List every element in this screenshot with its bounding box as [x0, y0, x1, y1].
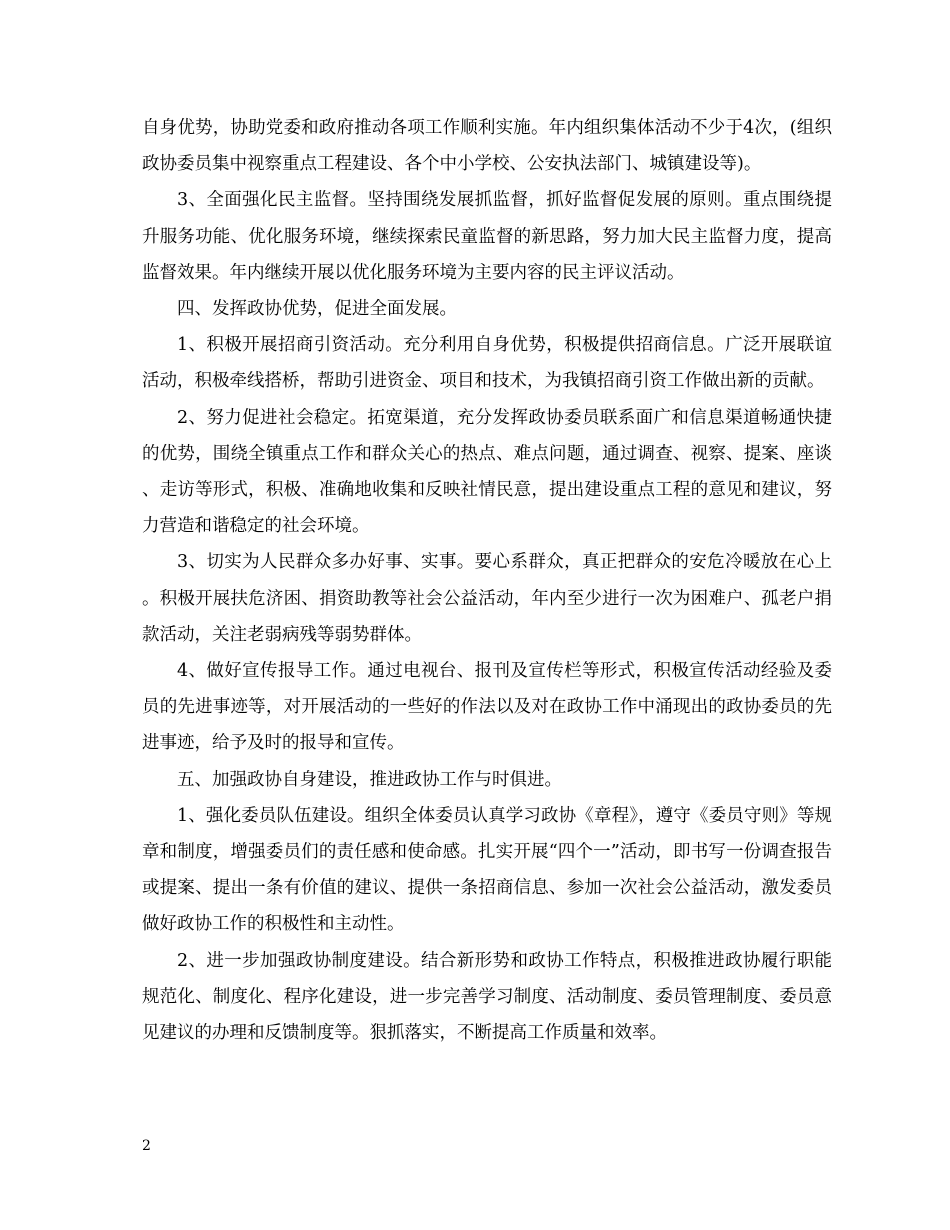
document-body — [142, 110, 832, 1051]
page-number: 2 — [142, 1138, 151, 1154]
paragraph-10: 2、进一步加强政协制度建设。结合新形势和政协工作特点，积极推进政协履行职能规范化、制度化、程序化建设，进一步完善学习制度、活动制度、委员管理制度、委员意见建议的办理和反馈制度等。狠抓落实，不断提高工作质量和效率。 — [142, 950, 832, 1044]
paragraph-2: 3、全面强化民主监督。坚持围绕发展抓监督，抓好监督促发展的原则。重点围绕提升服务功能、优化服务环境，继续探索民童监督的新思路，努力加大民主监督力度，提高监督效果。年内继续开展以优化服务环境为主要内容的民主评议活动。 — [142, 190, 832, 283]
paragraph-6: 3、切实为人民群众多办好事、实事。要心系群众，真正把群众的安危冷暖放在心上。积极开展扶危济困、捐资助教等社会公益活动，年内至少进行一次为困难户、孤老户捐款活动，关注老弱病残等弱势群体。 — [142, 552, 832, 645]
section-heading-4: 四、发挥政协优势，促进全面发展。 — [177, 299, 457, 320]
paragraph-9: 1、强化委员队伍建设。组织全体委员认真学习政协《章程》，遵守《委员守则》等规章和制度，增强委员们的责任感和使命感。扎实开展“四个一”活动，即书写一份调查报告或提案、提出一条有价值的建议、提供一条招商信息、参加一次社会公益活动，激发委员做好政协工作的积极性和主动性。 — [142, 805, 832, 935]
paragraph-7: 4、做好宣传报导工作。通过电视台、报刊及宣传栏等形式，积极宣传活动经验及委员的先进事迹等，对开展活动的一些好的作法以及对在政协工作中涌现出的政协委员的先进事迹，给予及时的报导和宣传。 — [142, 661, 832, 754]
paragraph-4: 1、积极开展招商引资活动。充分利用自身优势，积极提供招商信息。广泛开展联谊活动，积极牵线搭桥，帮助引进资金、项目和技术，为我镇招商引资工作做出新的贡献。 — [142, 335, 832, 392]
section-heading-5: 五、加强政协自身建设，推进政协工作与时俱进。 — [177, 769, 562, 790]
paragraph-5: 2、努力促进社会稳定。拓宽渠道，充分发挥政协委员联系面广和信息渠道畅通快捷的优势，围绕全镇重点工作和群众关心的热点、难点问题，通过调查、视察、提案、座谈、走访等形式，积极、准确地收集和反映社情民意，提出建设重点工程的意见和建议，努力营造和谐稳定的社会环境。 — [142, 407, 832, 537]
paragraph-1: 自身优势，协助党委和政府推动各项工作顺利实施。年内组织集体活动不少于4次，(组织政协委员集中视察重点工程建设、各个中小学校、公安执法部门、城镇建设等)。 — [142, 118, 832, 175]
